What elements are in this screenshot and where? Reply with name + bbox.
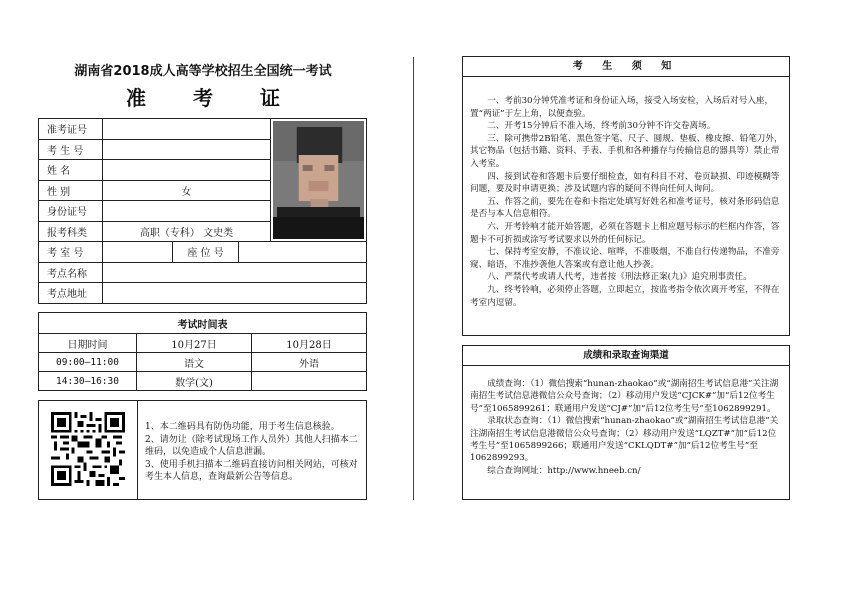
query-item: 录取状态查询：（1）微信搜索“hunan-zhaokao”或“湖南招生考试信息港”关注湖南招生考试信息港微信公众号查询；（2）移动用户发送“LQZT#”加“后12位考生号”至1065899266；联通用户发送“CKLQDT#”加“后12位考生号”至1062899293。 (470, 416, 779, 464)
notice-title: 考 生 须 知 (463, 57, 789, 77)
notice-item: 四、接到试卷和答题卡后要仔细检查，如有科目不对、卷页缺损、印迹模糊等问题，要及时申请更换；涉及试题内容的疑问不得向任何人询问。 (470, 171, 780, 195)
notice-body (470, 95, 784, 309)
candidate-notice (462, 56, 790, 336)
schedule-col-date: 日期时间 (39, 334, 137, 353)
schedule-subject (252, 372, 367, 391)
schedule-title: 考试时间表 (39, 313, 367, 334)
seat-value (239, 242, 367, 263)
gender-value: 女 (103, 180, 271, 201)
candidate-photo (273, 121, 364, 239)
ticket-value (103, 119, 271, 140)
exam-number-label: 考 生 号 (39, 139, 103, 160)
gender-label: 性 别 (39, 180, 103, 201)
schedule-time: 14:30—16:30 (39, 372, 137, 391)
exam-schedule-table (38, 312, 367, 391)
query-item: 成绩查询：（1）微信搜索“hunan-zhaokao”或“湖南招生考试信息港”关注湖南招生考试信息港微信公众号查询；（2）移动用户发送“CJCK#”加“后12位考生号”至1065899261；联通用户发送“CJ#”加“后12位考生号”至1062899291。 (470, 379, 779, 414)
notice-item: 五、作答之前，要先在卷和卡指定处填写好姓名和准考证号，核对条形码信息是否与本人信息相符。 (470, 196, 780, 220)
schedule-row (39, 372, 367, 391)
photo-cell (271, 119, 367, 242)
room-value (103, 242, 173, 263)
notice-item: 九、终考铃响，必须停止答题，立即起立，按监考指令依次离开考室，不得在考室内逗留。 (470, 284, 780, 308)
schedule-subject: 数学(文) (137, 372, 252, 391)
schedule-day2: 10月28日 (252, 334, 367, 353)
query-title: 成绩和录取查询渠道 (463, 346, 789, 366)
name-value (103, 160, 271, 181)
schedule-subject: 外语 (252, 353, 367, 372)
page-divider (413, 57, 414, 500)
address-value (103, 283, 367, 304)
schedule-time: 09:00—11:00 (39, 353, 137, 372)
exam-number-value (103, 139, 271, 160)
schedule-subject: 语文 (137, 353, 252, 372)
qr-note: 3、使用手机扫描本二维码直接访问相关网站，可核对考生本人信息，查询最新公告等信息。 (145, 459, 358, 482)
candidate-info-table (38, 118, 367, 304)
room-label: 考 室 号 (39, 242, 103, 263)
qr-cell (39, 401, 138, 499)
qr-code-icon (51, 412, 125, 486)
query-website: 综合查询网址：http://www.hneeb.cn/ (487, 465, 641, 476)
site-value (103, 262, 367, 283)
results-query-section (462, 345, 790, 500)
query-body (470, 378, 784, 477)
notice-item: 三、除可携带2B铅笔、黑色签字笔、尺子、圆规、垫板、橡皮擦、铅笔刀外，其它物品（包括书籍、资料、手表、手机和各种播存与传输信息的器具等）禁止带入考室。 (470, 133, 783, 169)
address-label: 考点地址 (39, 283, 103, 304)
id-value (103, 201, 271, 222)
qr-note: 1、本二维码具有防伪功能，用于考生信息核验。 (145, 422, 340, 432)
subject-value: 高职（专科） 文史类 (103, 221, 271, 242)
card-title: 湖南省2018成人高等学校招生全国统一考试 (74, 64, 332, 79)
qr-notes (145, 421, 363, 484)
card-heading: 准 考 证 (126, 86, 300, 110)
schedule-row (39, 353, 367, 372)
notice-item: 二、开考15分钟后不准入场，终考前30分钟不许交卷离场。 (487, 121, 716, 132)
notice-item: 八、严禁代考或请人代考，违者按《刑法修正案(九)》追究刑事责任。 (487, 272, 752, 283)
qr-section (38, 400, 367, 500)
ticket-label: 准考证号 (39, 119, 103, 140)
notice-item: 一、考前30分钟凭准考证和身份证入场，接受入场安检，入场后对号入座，置“两证”于左上角，以便查验。 (470, 96, 774, 119)
subject-label: 报考科类 (39, 221, 103, 242)
notice-item: 七、保持考室安静，不准议论、喧哗，不准吸烟，不准自行传递物品，不准旁窥、暗语，不准抄袭他人答案或有意让他人抄袭。 (470, 247, 780, 270)
id-label: 身份证号 (39, 201, 103, 222)
qr-note: 2、请勿让（除考试现场工作人员外）其他人扫描本二维码，以免造成个人信息泄漏。 (145, 434, 358, 457)
seat-label: 座 位 号 (173, 242, 239, 263)
site-label: 考点名称 (39, 262, 103, 283)
name-label: 姓 名 (39, 160, 103, 181)
notice-item: 六、开考铃响才能开始答题，必须在答题卡上相应题号标示的栏框内作答，答题卡不可折损或涂写考试要求以外的任何标记。 (470, 221, 780, 245)
schedule-day1: 10月27日 (137, 334, 252, 353)
